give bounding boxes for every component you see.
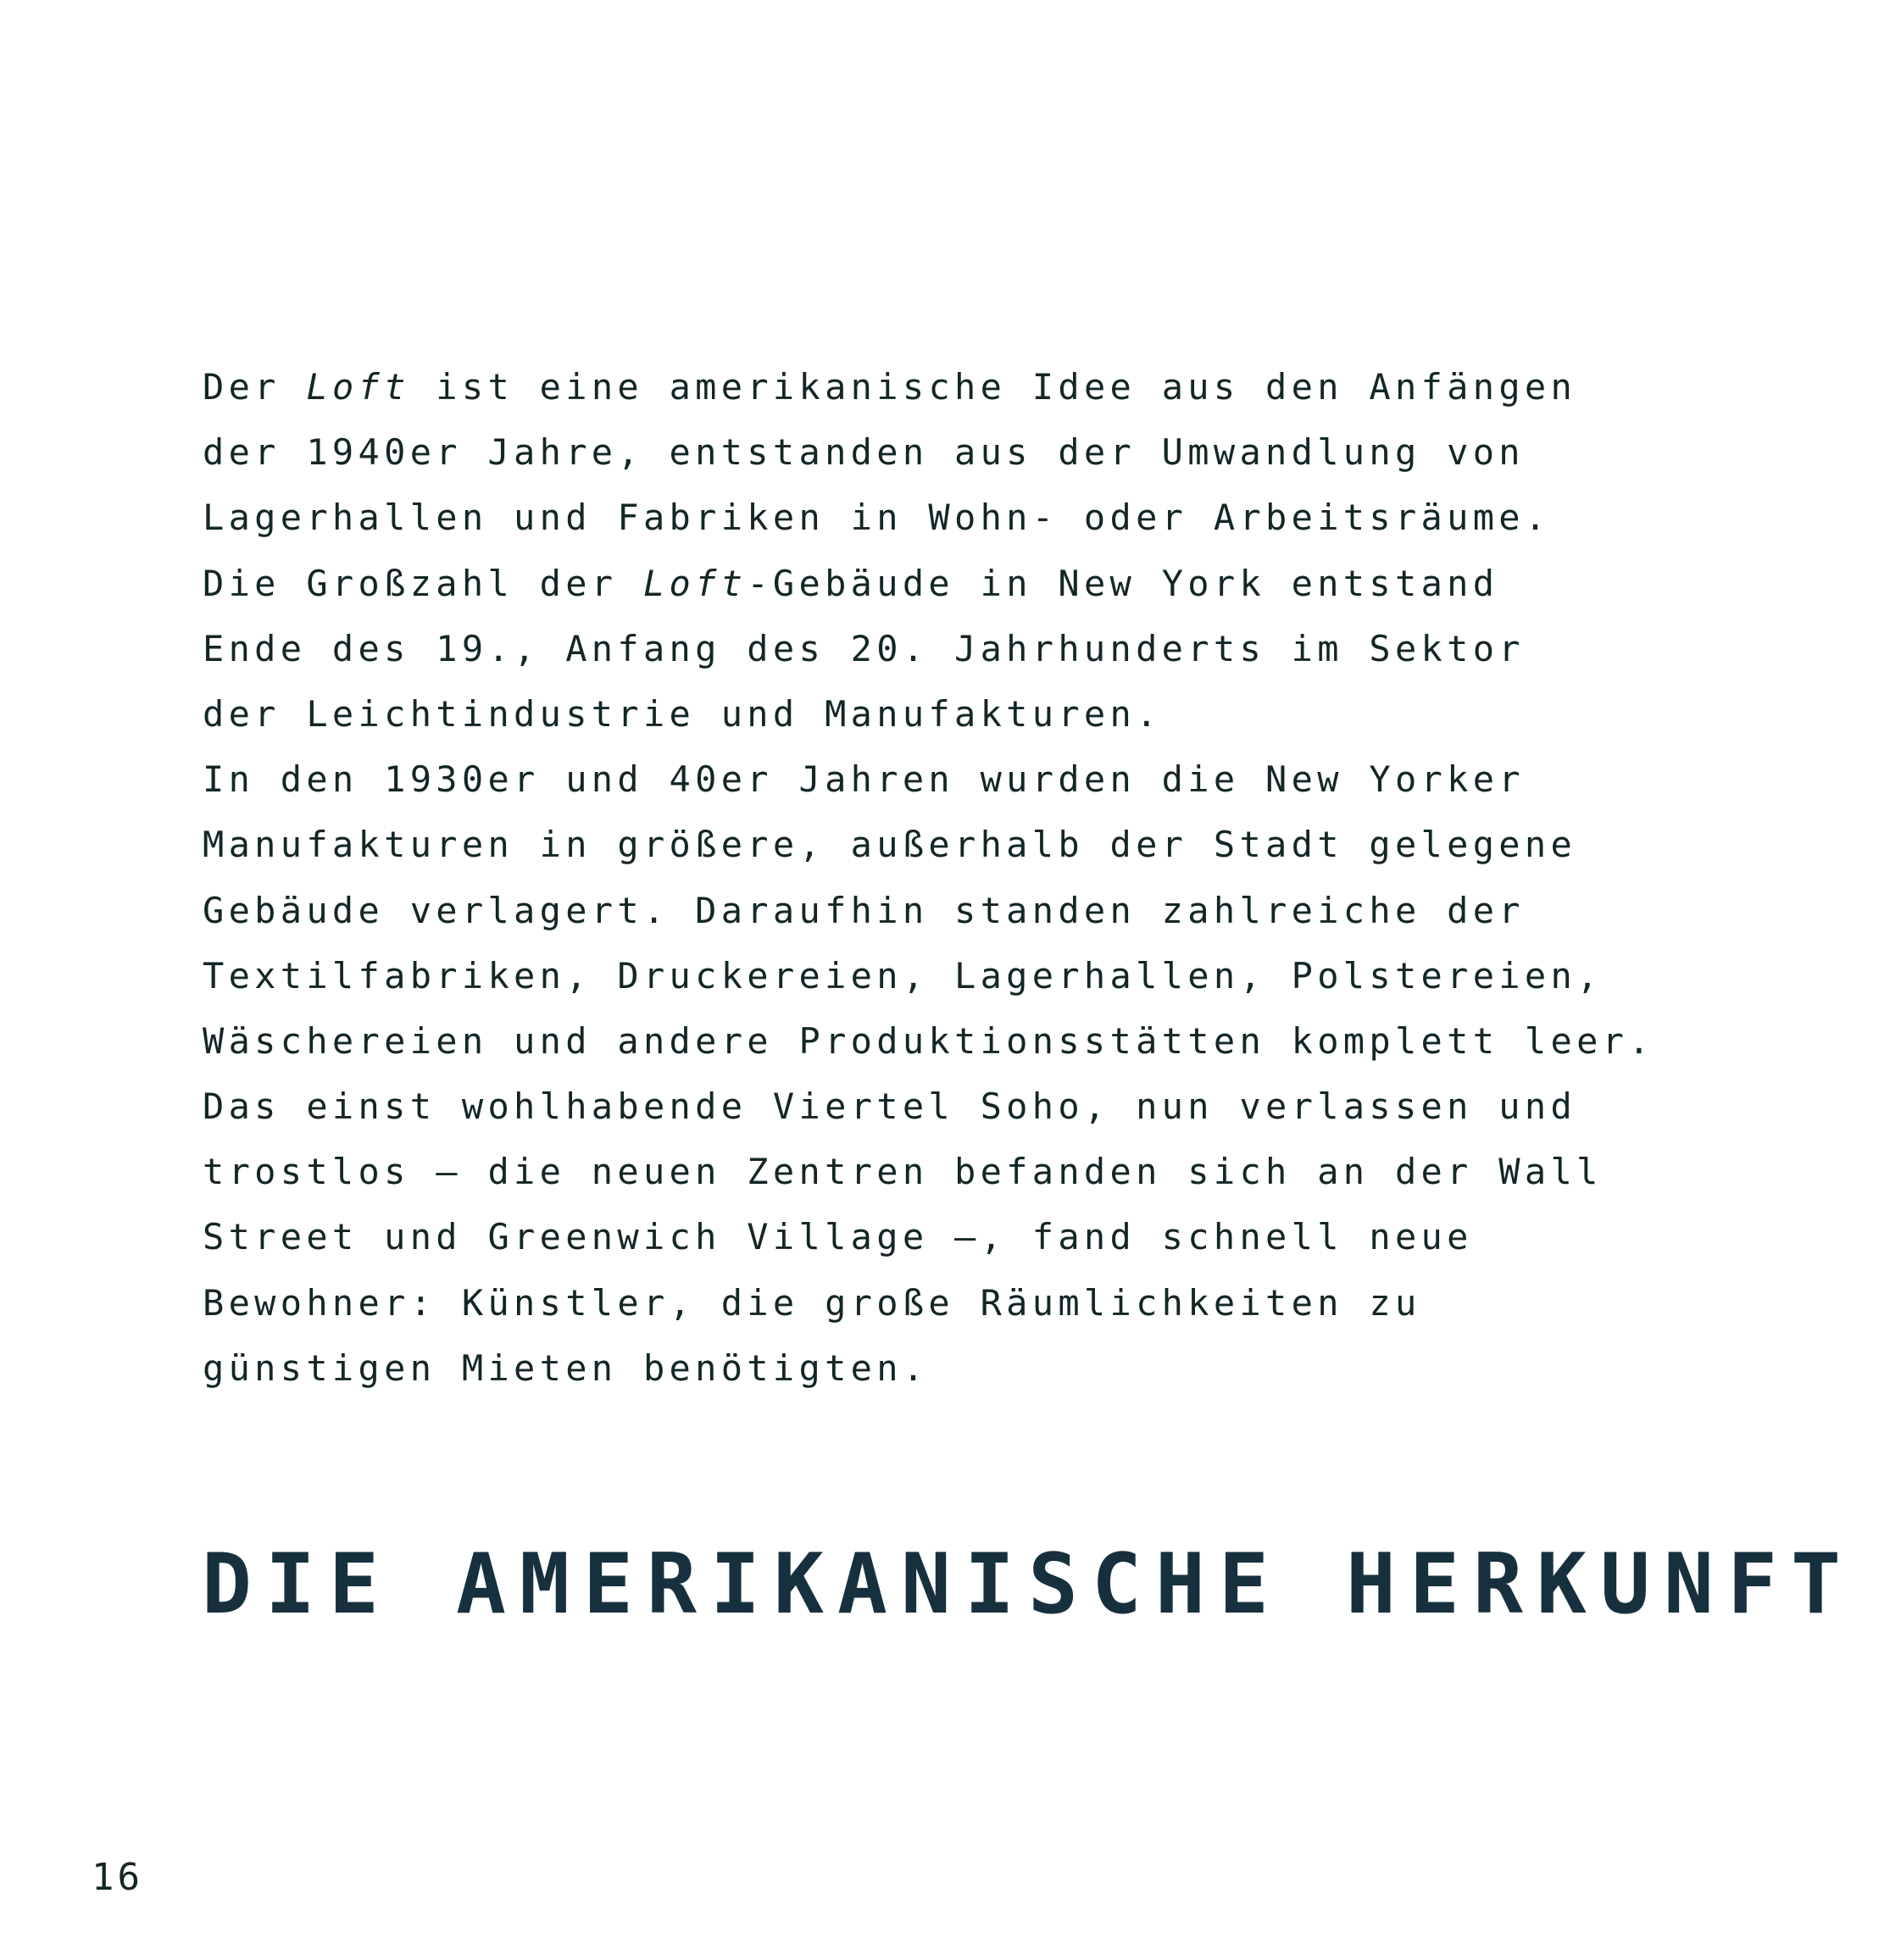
text-segment: Manufakturen in größere, außerhalb der Stadt gelegene	[203, 824, 1577, 866]
page-number: 16	[92, 1856, 143, 1899]
text-segment: Textilfabriken, Druckereien, Lagerhallen, Polstereien,	[203, 954, 1603, 997]
text-line	[203, 1204, 1654, 1269]
text-segment: Wäschereien und andere Produktionsstätten komplett leer.	[203, 1019, 1654, 1062]
text-segment: Ende des 19., Anfang des 20. Jahrhunderts im Sektor	[203, 627, 1525, 669]
text-line	[203, 1335, 1654, 1401]
text-segment: der Leichtindustrie und Manufakturen.	[203, 692, 1162, 735]
text-segment: der 1940er Jahre, entstanden aus der Umwandlung von	[203, 431, 1525, 474]
text-line	[203, 551, 1654, 616]
text-line	[203, 681, 1654, 747]
text-segment: ist eine amerikanische Idee aus den Anfängen	[409, 366, 1577, 408]
text-segment: Die Großzahl der	[203, 562, 643, 604]
text-segment: Bewohner: Künstler, die große Räumlichkeiten zu	[203, 1281, 1421, 1324]
body-paragraph	[203, 354, 1654, 1401]
italic-term: Loft	[306, 366, 410, 408]
text-line	[203, 747, 1654, 812]
text-segment: Street und Greenwich Village –, fand schnell neue	[203, 1216, 1473, 1258]
section-heading: DIE AMERIKANISCHE HERKUNFT	[202, 1536, 1855, 1633]
text-segment: trostlos – die neuen Zentren befanden sich an der Wall	[203, 1151, 1603, 1193]
italic-term: Loft	[642, 562, 748, 604]
text-segment: In den 1930er und 40er Jahren wurden die New Yorker	[203, 758, 1525, 801]
text-line	[203, 1270, 1654, 1335]
text-line	[203, 419, 1654, 485]
text-segment: Der	[203, 366, 307, 408]
text-line	[203, 1074, 1654, 1139]
text-line	[203, 812, 1654, 877]
text-segment: Das einst wohlhabende Viertel Soho, nun verlassen und	[203, 1085, 1577, 1128]
text-line	[203, 1139, 1654, 1204]
text-line	[203, 943, 1654, 1008]
text-line	[203, 616, 1654, 681]
text-segment: Lagerhallen und Fabriken in Wohn- oder Arbeitsräume.	[203, 497, 1551, 539]
text-segment: Gebäude verlagert. Daraufhin standen zahlreiche der	[203, 889, 1525, 931]
text-line	[203, 1008, 1654, 1074]
text-segment: günstigen Mieten benötigten.	[203, 1346, 929, 1389]
text-line	[203, 878, 1654, 943]
text-line	[203, 485, 1654, 550]
text-line	[203, 354, 1654, 419]
text-segment: -Gebäude in New York entstand	[747, 562, 1499, 604]
